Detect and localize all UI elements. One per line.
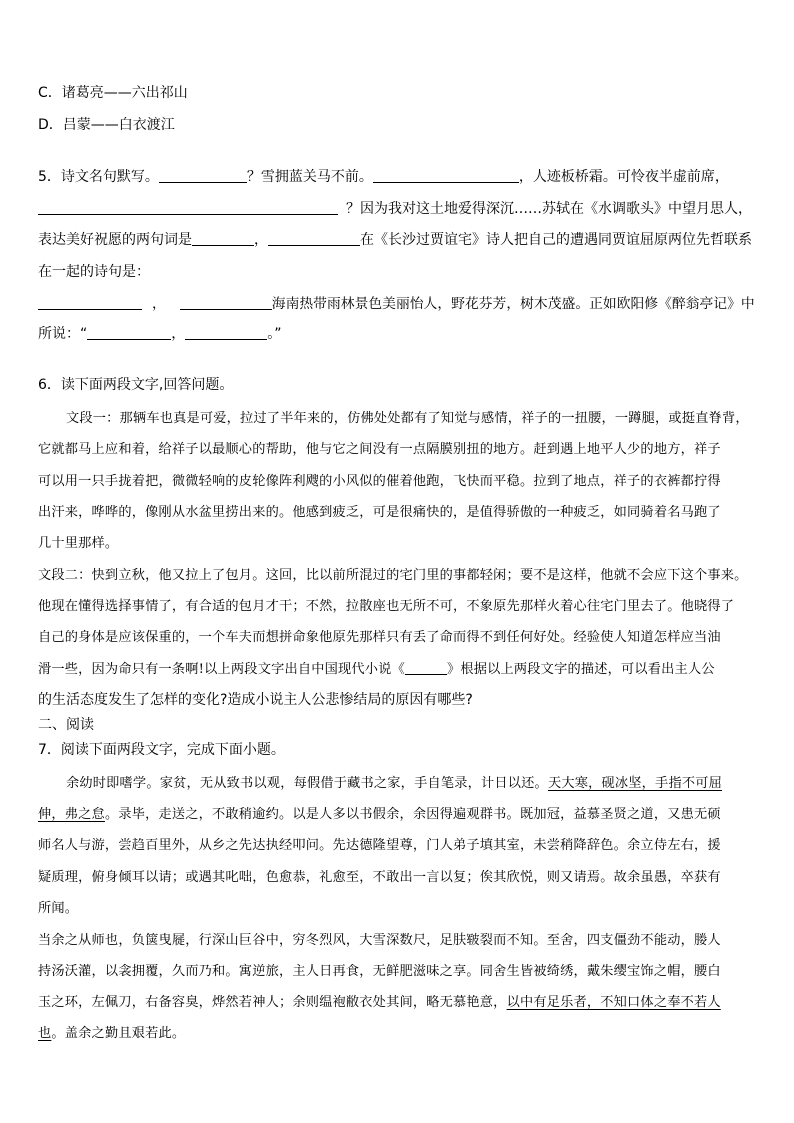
answer-blank[interactable] bbox=[38, 200, 338, 215]
q5-text: 海南热带雨林景色美丽怡人，野花芬芳，树木茂盛。正如欧阳修《醉翁亭记》中 bbox=[271, 296, 755, 312]
q6-passage-1-line: 它就都马上应和着，给祥子以最顺心的帮助，他与它之间没有一点隔膜别扭的地方。赶到遇上地平人少的地方，祥子 bbox=[38, 442, 721, 457]
q7-text: 。录毕，走送之，不敢稍逾约。以是人多以书假余，余因得遍观群书。既加冠，益慕圣贤之道，又患无硕 bbox=[104, 807, 721, 822]
answer-blank[interactable] bbox=[159, 168, 247, 183]
q5-text: ？雪拥蓝关马不前。 bbox=[246, 169, 373, 185]
q7-passage-line: 持汤沃灌，以衾拥覆，久而乃和。寓逆旅，主人日再食，无鲜肥滋味之享。同舍生皆被绮绣，戴朱缨宝饰之帽，腰白 bbox=[38, 964, 721, 979]
q5-line-1 bbox=[38, 166, 729, 186]
q6-passage-1-line: 文段一：那辆车也真是可爱，拉过了半年来的，仿佛处处都有了知觉与感情，祥子的一扭腰，一蹲腿，或挺直脊背， bbox=[66, 411, 749, 426]
answer-blank[interactable] bbox=[38, 295, 142, 310]
q5-text: 在《长沙过贾谊宅》诗人把自己的遭遇同贾谊屈原两位先哲联系 bbox=[360, 232, 752, 248]
q5-text: 所说：“ bbox=[38, 326, 88, 342]
underlined-text: 也 bbox=[38, 1026, 52, 1041]
answer-blank[interactable] bbox=[185, 325, 267, 340]
q5-prompt: 5．诗文名句默写。 bbox=[38, 169, 159, 185]
q6-text: 》根据以上两段文字的描述，可以看出主人公 bbox=[446, 662, 715, 677]
q7-passage-line: 师名人与游，尝趋百里外，从乡之先达执经叩问。先达德隆望尊，门人弟子填其室，未尝稍降辞色。余立侍左右，援 bbox=[38, 838, 721, 853]
underlined-text: 伸，弗之怠 bbox=[38, 807, 105, 822]
q5-text: 表达美好祝愿的两句词是 bbox=[38, 232, 192, 248]
q7-passage-line bbox=[66, 772, 722, 791]
answer-blank[interactable] bbox=[87, 325, 171, 340]
q5-line-4: 在一起的诗句是： bbox=[38, 264, 150, 280]
q6-passage-1-line: 几十里那样。 bbox=[38, 536, 119, 551]
q4-option-d: D．吕蒙——白衣渡江 bbox=[38, 117, 175, 133]
q6-passage-1-line: 出汗来，哗哗的，像刚从水盆里捞出来的。他感到疲乏，可是很痛快的，是值得骄傲的一种疲乏，如同骑着名马跑了 bbox=[38, 505, 721, 520]
answer-blank[interactable] bbox=[405, 660, 447, 675]
answer-blank[interactable] bbox=[268, 231, 360, 246]
q7-passage-line bbox=[38, 1022, 185, 1041]
answer-blank[interactable] bbox=[192, 231, 254, 246]
q4-option-c: C．诸葛亮——六出祁山 bbox=[38, 85, 188, 101]
q7-text: 玉之环，左佩刀，右备容臭，烨然若神人；余则缊袍敝衣处其间，略无慕艳意， bbox=[38, 995, 507, 1010]
q6-question: 的生活态度发生了怎样的变化?造成小说主人公悲惨结局的原因有哪些? bbox=[38, 692, 473, 708]
q5-text: 。” bbox=[267, 326, 282, 342]
q5-text: ， bbox=[152, 296, 166, 312]
q6-passage-2-line: 他现在懂得选择事情了，有合适的包月才干；不然，拉散座也无所不可，不象原先那样火着心往宅门里去了。他晓得了 bbox=[38, 599, 735, 614]
q7-passage-line: 当余之从师也，负箧曳屣，行深山巨谷中，穷冬烈风，大雪深数尺，足肤皲裂而不知。至舍，四支僵劲不能动，媵人 bbox=[38, 933, 721, 948]
q5-text: ， bbox=[254, 232, 268, 248]
underlined-text: 天大寒，砚冰坚，手指不可屈 bbox=[547, 776, 722, 791]
section-heading: 二、阅读 bbox=[38, 717, 94, 733]
q6-passage-2-line bbox=[38, 658, 715, 677]
answer-blank[interactable] bbox=[373, 168, 519, 183]
q5-line-3 bbox=[38, 229, 752, 249]
q7-passage-line bbox=[38, 991, 721, 1010]
q5-text: ？因为我对这土地爱得深沉……苏轼在《水调歌头》中望月思人， bbox=[346, 201, 752, 217]
q5-line-6 bbox=[38, 323, 282, 343]
q6-text: 滑一些，因为命只有一条啊!以上两段文字出自中国现代小说《 bbox=[38, 662, 405, 677]
q6-title: 6．读下面两段文字,回答问题。 bbox=[38, 377, 234, 393]
q5-line-5 bbox=[38, 292, 755, 312]
q5-line-2 bbox=[38, 198, 752, 218]
q6-passage-2-line: 文段二：快到立秋，他又拉上了包月。这回，比以前所混过的宅门里的事都轻闲；要不是这样，他就不会应下这个事来。 bbox=[38, 568, 748, 583]
q7-passage-line bbox=[38, 803, 721, 822]
q5-text: ，人迹板桥霜。可怜夜半虚前席， bbox=[518, 169, 729, 185]
q6-passage-2-line: 自己的身体是应该保重的，一个车夫而想拼命象他原先那样只有丢了命而得不到任何好处。经验使人知道怎样应当油 bbox=[38, 630, 721, 645]
q6-passage-1-line: 可以用一只手拢着把，微微轻响的皮轮像阵利飕的小风似的催着他跑，飞快而平稳。拉到了地点，祥子的衣裤都拧得 bbox=[38, 474, 721, 489]
q7-title: 7．阅读下面两段文字，完成下面小题。 bbox=[38, 742, 285, 758]
answer-blank[interactable] bbox=[180, 295, 272, 310]
q7-passage-line: 疑质理，俯身倾耳以请；或遇其叱咄，色愈恭，礼愈至，不敢出一言以复；俟其欣悦，则又请焉。故余虽愚，卒获有 bbox=[38, 870, 721, 885]
q5-text: ， bbox=[171, 326, 186, 342]
q7-text: 余幼时即嗜学。家贫，无从致书以观，每假借于藏书之家，手自笔录，计日以还。 bbox=[66, 776, 548, 791]
q7-passage-line: 所闻。 bbox=[38, 901, 79, 916]
underlined-text: 以中有足乐者，不知口体之奉不若人 bbox=[506, 995, 721, 1010]
q7-text: 。盖余之勤且艰若此。 bbox=[51, 1026, 186, 1041]
